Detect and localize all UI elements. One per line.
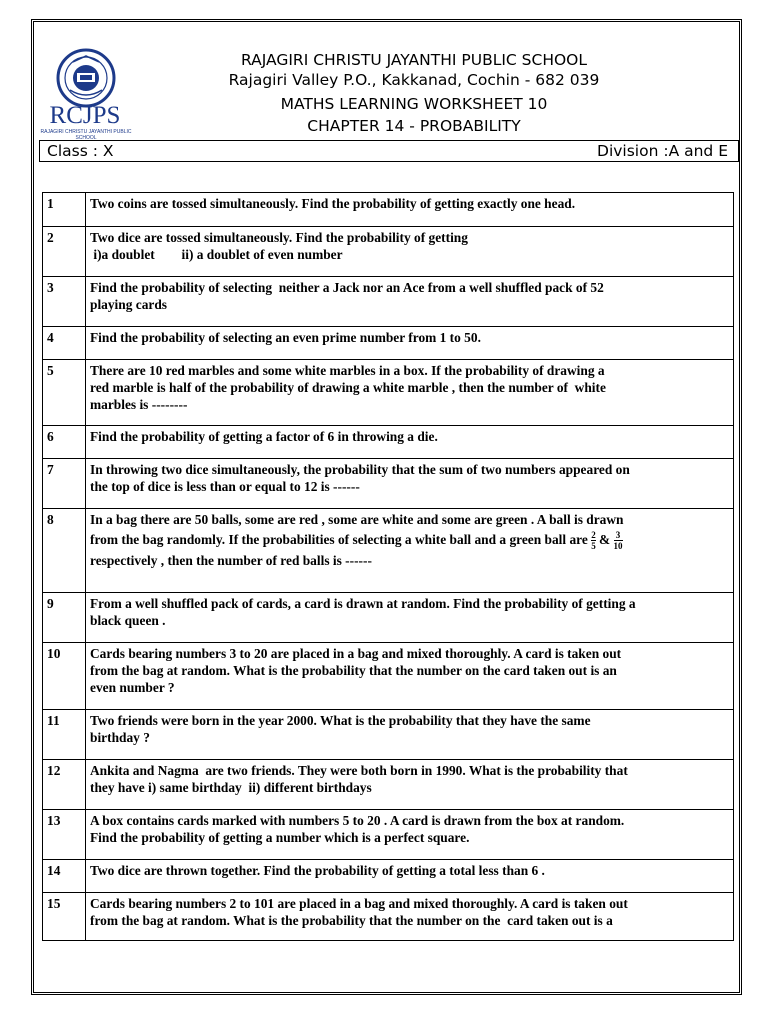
- question-row: [43, 459, 734, 509]
- question-line: Find the probability of selecting an even prime number from 1 to 50.: [90, 330, 481, 345]
- question-number: 7: [43, 459, 86, 509]
- question-line: playing cards: [90, 297, 168, 312]
- question-number: 8: [43, 509, 86, 593]
- chapter-title: CHAPTER 14 - PROBABILITY: [307, 117, 521, 135]
- fraction-numerator: 3: [614, 530, 623, 541]
- question-number: 6: [43, 426, 86, 459]
- question-line: Two dice are thrown together. Find the probability of getting a total less than 6 .: [90, 863, 545, 878]
- question-line: Ankita and Nagma are two friends. They were both born in 1990. What is the probability that: [90, 763, 628, 778]
- question-row: [43, 810, 734, 860]
- fraction-numerator: 2: [591, 530, 596, 541]
- question-line: red marble is half of the probability of drawing a white marble , then the number of white: [90, 380, 606, 395]
- question-number: 10: [43, 643, 86, 710]
- question-row: [43, 360, 734, 426]
- question-line: birthday ?: [90, 730, 150, 745]
- question-line: from the bag at random. What is the probability that the number on the card taken out is a: [90, 913, 613, 928]
- question-line: Find the probability of getting a number which is a perfect square.: [90, 830, 470, 845]
- question-row: [43, 893, 734, 941]
- question-line: from the bag at random. What is the probability that the number on the card taken out is an: [90, 663, 617, 678]
- fraction-denominator: 5: [591, 541, 596, 552]
- question-text: [86, 593, 734, 643]
- question-row: [43, 643, 734, 710]
- question-line: From a well shuffled pack of cards, a card is drawn at random. Find the probability of getting a: [90, 596, 636, 611]
- question-line: Two dice are tossed simultaneously. Find the probability of getting: [90, 230, 468, 245]
- question-row: [43, 277, 734, 327]
- question-number: 13: [43, 810, 86, 860]
- question-row: [43, 710, 734, 760]
- question-text: [86, 459, 734, 509]
- class-label: Class : X: [47, 142, 114, 160]
- fraction: [614, 530, 623, 551]
- question-line: i)a doublet ii) a doublet of even number: [90, 247, 343, 262]
- division-label: Division :A and E: [597, 142, 728, 160]
- question-row: [43, 227, 734, 277]
- question-row: [43, 860, 734, 893]
- question-line: Find the probability of selecting neither a Jack nor an Ace from a well shuffled pack of 52: [90, 280, 604, 295]
- question-line: A box contains cards marked with numbers 5 to 20 . A card is drawn from the box at random.: [90, 813, 625, 828]
- ampersand: &: [595, 532, 614, 547]
- question-row: [43, 327, 734, 360]
- question-number: 2: [43, 227, 86, 277]
- question-text: [86, 860, 734, 893]
- worksheet-title: MATHS LEARNING WORKSHEET 10: [280, 95, 548, 113]
- question-line: Cards bearing numbers 2 to 101 are placed in a bag and mixed thoroughly. A card is taken out: [90, 896, 628, 911]
- question-number: 15: [43, 893, 86, 941]
- question-text: [86, 277, 734, 327]
- question-row: [43, 760, 734, 810]
- question-line: Two coins are tossed simultaneously. Find the probability of getting exactly one head.: [90, 196, 576, 211]
- header: [34, 22, 739, 142]
- question-line-text: from the bag randomly. If the probabilities of selecting a white ball and a green ball are: [90, 532, 588, 547]
- question-text: [86, 327, 734, 360]
- question-line: marbles is --------: [90, 397, 188, 412]
- question-text: [86, 509, 734, 593]
- question-text: [86, 810, 734, 860]
- question-number: 12: [43, 760, 86, 810]
- question-line: There are 10 red marbles and some white marbles in a box. If the probability of drawing a: [90, 363, 605, 378]
- logo-subtitle: RAJAGIRI CHRISTU JAYANTHI PUBLIC SCHOOL: [40, 129, 132, 141]
- question-line: Find the probability of getting a factor of 6 in throwing a die.: [90, 429, 438, 444]
- question-text: [86, 893, 734, 941]
- question-line: the top of dice is less than or equal to 12 is ------: [90, 479, 360, 494]
- logo-wordmark: RCJPS: [49, 102, 121, 129]
- question-text: [86, 710, 734, 760]
- question-number: 9: [43, 593, 86, 643]
- question-number: 5: [43, 360, 86, 426]
- question-line: they have i) same birthday ii) different birthdays: [90, 780, 372, 795]
- worksheet-frame: [31, 19, 742, 995]
- question-text: [86, 227, 734, 277]
- fraction-denominator: 10: [613, 541, 623, 552]
- question-text: [86, 193, 734, 227]
- questions-table: [42, 192, 734, 941]
- question-text: [86, 760, 734, 810]
- question-line: In a bag there are 50 balls, some are red , some are white and some are green . A ball is drawn: [90, 512, 624, 527]
- question-text: [86, 643, 734, 710]
- question-line: black queen .: [90, 613, 166, 628]
- question-line: Two friends were born in the year 2000. What is the probability that they have the same: [90, 713, 591, 728]
- question-line: In throwing two dice simultaneously, the probability that the sum of two numbers appeared on: [90, 462, 630, 477]
- question-line: respectively , then the number of red balls is ------: [90, 553, 372, 568]
- question-text: [86, 360, 734, 426]
- question-number: 3: [43, 277, 86, 327]
- school-address: Rajagiri Valley P.O., Kakkanad, Cochin - 682 039: [228, 71, 600, 89]
- question-number: 11: [43, 710, 86, 760]
- question-number: 14: [43, 860, 86, 893]
- question-row: [43, 593, 734, 643]
- question-number: 4: [43, 327, 86, 360]
- question-row: [43, 426, 734, 459]
- question-text: [86, 426, 734, 459]
- class-division-bar: [39, 140, 739, 162]
- question-row: [43, 193, 734, 227]
- question-row: [43, 509, 734, 593]
- question-number: 1: [43, 193, 86, 227]
- question-line: even number ?: [90, 680, 175, 695]
- school-name: RAJAGIRI CHRISTU JAYANTHI PUBLIC SCHOOL: [240, 51, 588, 69]
- question-line: [90, 528, 729, 552]
- question-line: Cards bearing numbers 3 to 20 are placed in a bag and mixed thoroughly. A card is taken out: [90, 646, 622, 661]
